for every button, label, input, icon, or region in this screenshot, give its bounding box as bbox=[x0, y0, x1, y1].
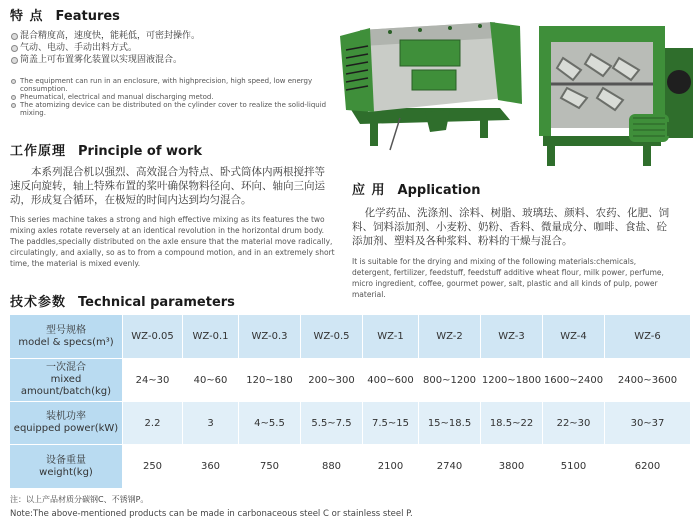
spec-cell: 3800 bbox=[481, 445, 543, 489]
model-cell: WZ-0.1 bbox=[183, 315, 239, 359]
row-label-en: equipped power(kW) bbox=[13, 423, 119, 434]
model-cell: WZ-4 bbox=[543, 315, 605, 359]
principle-title-cn: 工作原理 bbox=[10, 144, 67, 159]
spec-cell: 5.5~7.5 bbox=[301, 402, 363, 445]
spec-table bbox=[9, 314, 691, 489]
spec-cell: 880 bbox=[301, 445, 363, 489]
feature-item-en: The equipment can run in an enclosure, with highprecision, high speed, low energy consumption. bbox=[10, 77, 330, 93]
spec-cell: 30~37 bbox=[605, 402, 691, 445]
features-heading bbox=[10, 5, 120, 24]
spec-cell: 40~60 bbox=[183, 359, 239, 402]
spec-cell: 750 bbox=[239, 445, 301, 489]
application-heading bbox=[352, 179, 480, 198]
spec-cell: 400~600 bbox=[363, 359, 419, 402]
spec-cell: 360 bbox=[183, 445, 239, 489]
application-text-cn: 化学药品、洗涤剂、涂料、树脂、玻璃珐、颜料、农药、化肥、饲料、饲料添加剂、小麦粉、奶粉、香料、微量成分、咖啡、食盐、砼添加剂、塑料及各种浆料、粉料的干燥与混合。 bbox=[352, 207, 670, 247]
features-list-cn bbox=[10, 30, 330, 66]
spec-cell: 5100 bbox=[543, 445, 605, 489]
application-title-cn: 应 用 bbox=[352, 183, 386, 198]
note-cn: 注：以上产品材质分碳钢C、不锈钢P。 bbox=[10, 495, 149, 504]
feature-item: 气动、电动、手动出料方式。 bbox=[10, 42, 330, 54]
model-cell: WZ-1 bbox=[363, 315, 419, 359]
spec-row-label bbox=[10, 359, 123, 402]
spec-cell: 800~1200 bbox=[419, 359, 481, 402]
spec-cell: 3 bbox=[183, 402, 239, 445]
spec-row-power bbox=[10, 402, 691, 445]
spec-cell: 15~18.5 bbox=[419, 402, 481, 445]
spec-cell: 2.2 bbox=[123, 402, 183, 445]
model-cell: WZ-6 bbox=[605, 315, 691, 359]
feature-item-en: Pheumatical, electrical and manual discharging metod. bbox=[10, 93, 330, 101]
spec-cell: 120~180 bbox=[239, 359, 301, 402]
principle-title-en: Principle of work bbox=[78, 144, 203, 159]
feature-item-en: The atomizing device can be distributed on the cylinder cover to realize the solid-liquid mixing. bbox=[10, 101, 330, 117]
spec-header-row bbox=[10, 315, 691, 359]
application-title-en: Application bbox=[397, 183, 481, 198]
spec-label-en: model & specs(m³) bbox=[18, 336, 114, 348]
spec-cell: 200~300 bbox=[301, 359, 363, 402]
principle-text-cn: 本系列混合机以强烈、高效混合为特点、卧式筒体内两根搅拌等速反向旋转，轴上特殊布置的桨叶确保物料径向、环向、轴向三向运动，形成复合循环，在极短的时间内达到均匀混合。 bbox=[10, 166, 325, 206]
model-cell: WZ-0.05 bbox=[123, 315, 183, 359]
row-label-cn: 设备重量 bbox=[46, 454, 86, 466]
feature-item: 混合精度高，速度快，能耗低，可密封操作。 bbox=[10, 30, 330, 42]
features-title-en: Features bbox=[55, 9, 120, 24]
application-text-en: It is suitable for the drying and mixing of the following materials:chemicals, detergent, fertilizer, feedstuff, feedstuff additive wheat flour, milk power, perfume, micro ingredient, coffee, gourmet power, salt, plastic and all kinds of pulp, power material. bbox=[352, 257, 664, 299]
model-cell: WZ-3 bbox=[481, 315, 543, 359]
row-label-cn: 装机功率 bbox=[46, 411, 86, 422]
spec-cell: 1200~1800 bbox=[481, 359, 543, 402]
spec-label-cn: 型号规格 bbox=[46, 324, 86, 336]
spec-header-label bbox=[10, 315, 123, 359]
spec-cell: 6200 bbox=[605, 445, 691, 489]
tech-heading bbox=[10, 291, 235, 310]
feature-item: 筒盖上可布置雾化装置以实现固液混合。 bbox=[10, 54, 330, 66]
mixer-photo-open bbox=[533, 18, 699, 173]
features-list-en bbox=[10, 77, 330, 117]
spec-cell: 24~30 bbox=[123, 359, 183, 402]
row-label-en: weight(kg) bbox=[39, 466, 93, 478]
spec-cell: 2100 bbox=[363, 445, 419, 489]
spec-row-label bbox=[10, 402, 123, 445]
spec-cell: 18.5~22 bbox=[481, 402, 543, 445]
principle-text-en: This series machine takes a strong and high effective mixing as its features the two mixing axles rotate reversely at an identical revolution in the horizontal drum body. The paddles,specially distributed on the axle ensure that the material move radically, circulatingly, and axially, so as to from a compound motion, and in an extremely short time, the material is mixed evenly. bbox=[10, 215, 335, 268]
principle-heading bbox=[10, 140, 202, 159]
mixer-photo-front bbox=[330, 0, 530, 160]
model-cell: WZ-0.3 bbox=[239, 315, 301, 359]
spec-cell: 7.5~15 bbox=[363, 402, 419, 445]
model-cell: WZ-2 bbox=[419, 315, 481, 359]
spec-cell: 2400~3600 bbox=[605, 359, 691, 402]
row-label-en: mixed amount/batch(kg) bbox=[20, 374, 112, 397]
tech-title-cn: 技术参数 bbox=[10, 295, 67, 310]
spec-table-wrapper bbox=[9, 314, 690, 488]
spec-cell: 4~5.5 bbox=[239, 402, 301, 445]
tech-title-en: Technical parameters bbox=[78, 295, 235, 310]
spec-cell: 1600~2400 bbox=[543, 359, 605, 402]
features-title-cn: 特 点 bbox=[10, 9, 44, 24]
row-label-cn: 一次混合 bbox=[46, 362, 86, 373]
spec-cell: 250 bbox=[123, 445, 183, 489]
model-cell: WZ-0.5 bbox=[301, 315, 363, 359]
spec-cell: 2740 bbox=[419, 445, 481, 489]
spec-cell: 22~30 bbox=[543, 402, 605, 445]
note-en: Note:The above-mentioned products can be made in carbonaceous steel C or stainless steel P. bbox=[10, 509, 413, 519]
spec-row-label bbox=[10, 445, 123, 489]
spec-row-mixed-amount bbox=[10, 359, 691, 402]
spec-row-weight bbox=[10, 445, 691, 489]
